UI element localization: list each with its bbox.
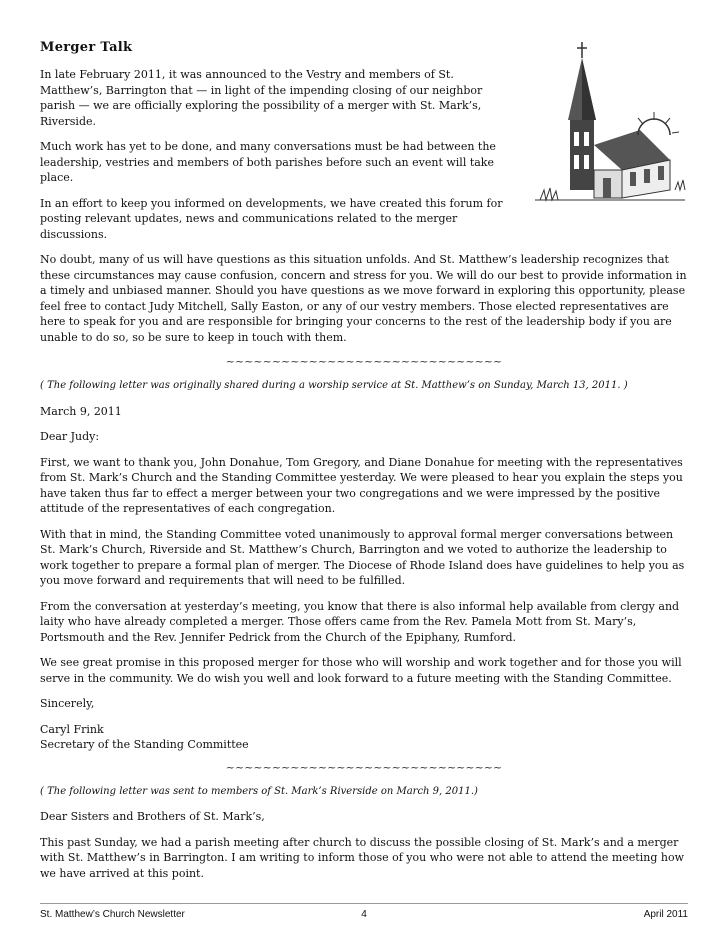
- section-separator: ~~~~~~~~~~~~~~~~~~~~~~~~~~~~~~: [225, 355, 503, 368]
- intro-paragraph: In late February 2011, it was announced to the Vestry and members of St. Matthew’s, Barrington that — in light of the impending closing of our neighbor parish — we are officially exploring the possibility of a merger with St. Mark’s, Riverside.: [40, 68, 483, 128]
- page-footer: [40, 903, 688, 926]
- section-separator: ~~~~~~~~~~~~~~~~~~~~~~~~~~~~~~: [225, 760, 503, 774]
- letter2-salutation: Dear Sisters and Brothers of St. Mark’s,: [40, 810, 265, 823]
- intro-paragraph: No doubt, many of us will have questions as this situation unfolds. And St. Matthew’s leadership recognizes that these circumstances may cause confusion, concern and stress for you. We will do our best to provide information in a timely and unbiased manner. Should you have questions as we move forward in exploring this opportunity, please feel free to contact Judy Mitchell, Sally Easton, or any of our vestry members. Those elected representatives are here to speak for you and are responsible for bringing your concerns to the rest of the leadership body if you are unable to do so, so be sure to keep in touch with them.: [40, 253, 687, 344]
- signer-name: Caryl Frink: [40, 722, 104, 736]
- letter2-paragraph: This past Sunday, we had a parish meeting after church to discuss the possible closing of St. Mark’s and a merger with St. Matthew’s in Barrington. I am writing to inform those of you who were not able to attend the meeting how we have arrived at this point.: [40, 835, 684, 880]
- intro-paragraph: Much work has yet to be done, and many conversations must be had between the leadership, vestries and members of both parishes before such an event will take place.: [40, 140, 496, 184]
- letter1-closing: Sincerely,: [40, 697, 95, 710]
- letter1-salutation: Dear Judy:: [40, 430, 100, 443]
- letter1-date: March 9, 2011: [40, 404, 122, 418]
- letter1-paragraph: We see great promise in this proposed merger for those who will worship and work together and for those you will serve in the community. We do wish you well and look forward to a future meeting with the Standing Committee.: [40, 656, 682, 685]
- letter1-signature: [40, 722, 688, 753]
- letter1-paragraph: From the conversation at yesterday’s meeting, you know that there is also informal help available from clergy and laity who have already completed a merger. Those offers came from the Rev. Pamela Mott from St. Mary’s, Portsmouth and the Rev. Jennifer Pedrick from the Church of the Epiphany, Rumford.: [40, 599, 680, 644]
- letter1-paragraph: With that in mind, the Standing Committee voted unanimously to approval formal merger conversations between St. Mark’s Church, Riverside and St. Matthew’s Church, Barrington and we voted to authorize the leadership to work together to prepare a formal plan of merger. The Diocese of Rhode Island does have guidelines to help you as you move forward and requirements that will need to be fulfilled.: [40, 527, 685, 587]
- letter1-paragraph: First, we want to thank you, John Donahue, Tom Gregory, and Diane Donahue for meeting with the representatives from St. Mark’s Church and the Standing Committee yesterday. We were pleased to hear you explain the steps you have taken thus far to effect a merger between your two congregations and we were impressed by the positive attitude of the representatives of each congregation.: [40, 455, 683, 515]
- letter1-note: ( The following letter was originally shared during a worship service at St. Matthew’s on Sunday, March 13, 2011. ): [40, 380, 628, 391]
- church-icon: [530, 40, 690, 210]
- letter2-note: ( The following letter was sent to members of St. Mark’s Riverside on March 9, 2011.): [40, 785, 478, 797]
- article-title: Merger Talk: [40, 40, 133, 55]
- signer-title: Secretary of the Standing Committee: [40, 738, 249, 751]
- footer-date: April 2011: [643, 909, 688, 920]
- footer-newsletter-name: St. Matthew’s Church Newsletter: [40, 909, 185, 920]
- footer-page-number: 4: [361, 909, 367, 920]
- intro-paragraph: In an effort to keep you informed on developments, we have created this forum for posting relevant updates, news and communications related to the merger discussions.: [40, 196, 503, 241]
